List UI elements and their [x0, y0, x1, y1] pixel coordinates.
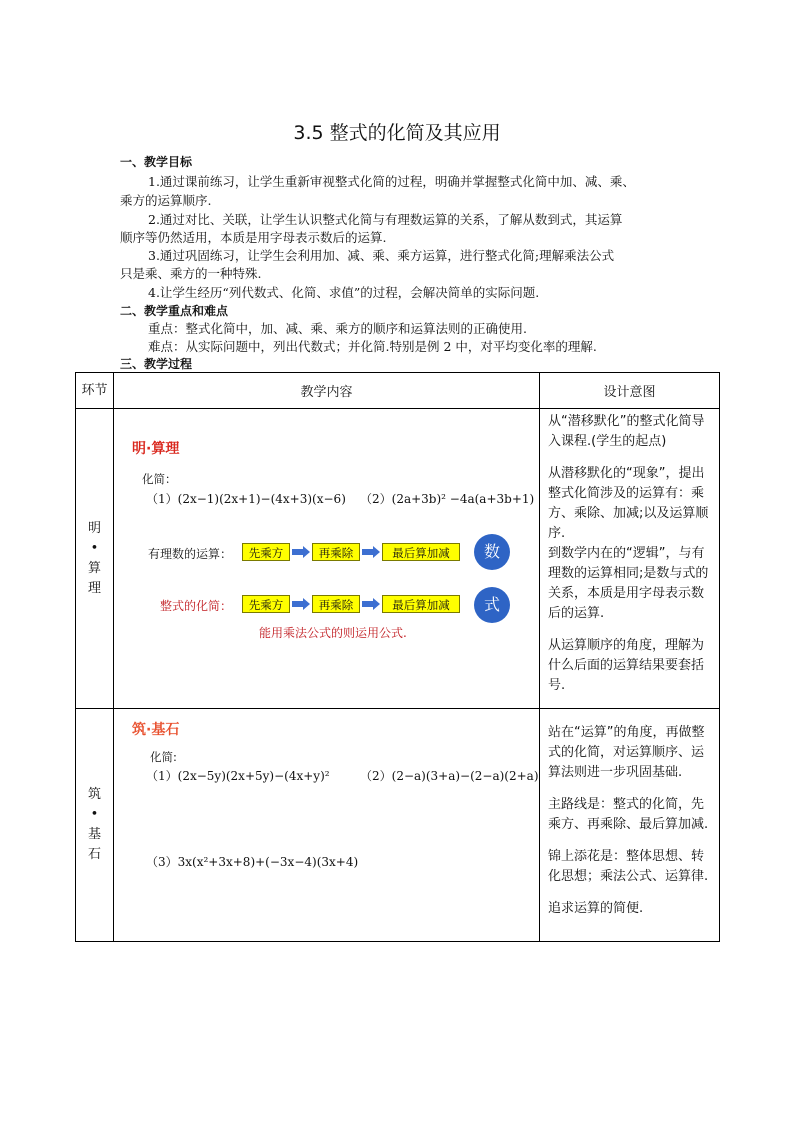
intent-2-1: 站在“运算”的角度，再做整式的化简，对运算顺序、运算法则进一步巩固基础. — [548, 725, 705, 780]
header-content: 教学内容 — [114, 373, 540, 409]
intent-1-1: 从“潜移默化”的整式化简导入课程.(学生的起点) — [548, 414, 705, 449]
problem-2-3: （3）3x(x²+3x+8)+(−3x−4)(3x+4) — [146, 855, 359, 869]
circle-number: 数 — [474, 534, 510, 570]
section-title-2: 筑·基石 — [132, 722, 180, 738]
stage-cell-1: 明 • 算 理 — [76, 409, 114, 709]
keypoints-difficulty: 难点：从实际问题中，列出代数式；并化简.特别是例 2 中，对平均变化率的理解. — [148, 339, 597, 354]
objective-line-7: 4.让学生经历“列代数式、化简、求值”的过程，会解决简单的实际问题. — [148, 285, 540, 300]
step-addsub-box-1: 最后算加减 — [382, 543, 460, 561]
problem-2-1: （1）(2x−5y)(2x+5y)−(4x+y)² — [146, 769, 330, 783]
objective-line-4: 顺序等仍然适用，本质是用字母表示数后的运算. — [120, 230, 387, 245]
intent-2-3: 锦上添花是：整体思想、转化思想；乘法公式、运算律. — [548, 849, 709, 884]
keypoints-heading: 二、教学重点和难点 — [120, 304, 229, 318]
objective-line-1: 1.通过课前练习，让学生重新审视整式化简的过程，明确并掌握整式化简中加、减、乘、 — [148, 174, 635, 189]
page-title: 3.5 整式的化简及其应用 — [293, 122, 501, 144]
section-title-1: 明·算理 — [132, 441, 180, 457]
intent-1-4: 从运算顺序的角度，理解为什么后面的运算结果要套括号. — [548, 638, 705, 693]
step-muldiv-box-1: 再乘除 — [312, 543, 360, 561]
formula-note: 能用乘法公式的则运用公式. — [259, 626, 407, 640]
header-intent: 设计意图 — [540, 373, 720, 409]
intent-1-2: 从潜移默化的“现象”，提出整式化简涉及的运算有：乘方、乘除、加减;以及运算顺序. — [548, 466, 709, 541]
arrow-right-icon — [292, 546, 310, 558]
simplify-label-2: 化简: — [150, 750, 177, 764]
arrow-right-icon — [362, 598, 380, 610]
intent-2-4: 追求运算的简便. — [548, 901, 644, 916]
objective-line-5: 3.通过巩固练习，让学生会利用加、减、乘、乘方运算，进行整式化简;理解乘法公式 — [148, 248, 615, 263]
intent-cell-2 — [540, 709, 720, 942]
objective-line-2: 乘方的运算顺序. — [120, 193, 212, 208]
flow-rational-label: 有理数的运算： — [148, 547, 233, 561]
step-power-box-1: 先乘方 — [242, 543, 290, 561]
intent-cell-1 — [540, 409, 720, 709]
intent-1-3: 到数学内在的“逻辑”，与有理数的运算相同;是数与式的关系，本质是用字母表示数后的运算. — [548, 546, 709, 621]
problem-2-2: （2）(2−a)(3+a)−(2−a)(2+a) — [360, 769, 539, 783]
teaching-process-table — [75, 372, 720, 942]
objective-line-6: 只是乘、乘方的一种特殊. — [120, 266, 262, 281]
intent-2-2: 主路线是：整式的化简，先乘方、再乘除、最后算加减. — [548, 797, 709, 832]
problem-1-1: （1）(2x−1)(2x+1)−(4x+3)(x−6) — [146, 492, 346, 506]
objectives-heading: 一、教学目标 — [120, 155, 193, 169]
process-heading: 三、教学过程 — [120, 357, 193, 371]
step-muldiv-box-2: 再乘除 — [312, 595, 360, 613]
stage-cell-2: 筑 • 基 石 — [76, 709, 114, 942]
circle-polynomial: 式 — [474, 587, 510, 623]
keypoints-focus: 重点：整式化简中，加、减、乘、乘方的顺序和运算法则的正确使用. — [148, 321, 527, 336]
header-stage: 环节 — [76, 373, 114, 409]
step-addsub-box-2: 最后算加减 — [382, 595, 460, 613]
content-cell-2 — [114, 709, 540, 942]
arrow-right-icon — [292, 598, 310, 610]
problem-1-2: （2）(2a+3b)² −4a(a+3b+1) — [360, 492, 535, 506]
content-cell-1 — [114, 409, 540, 709]
flow-poly-label: 整式的化简： — [160, 599, 233, 613]
simplify-label-1: 化简： — [142, 472, 177, 486]
step-power-box-2: 先乘方 — [242, 595, 290, 613]
objective-line-3: 2.通过对比、关联，让学生认识整式化简与有理数运算的关系，了解从数到式，其运算 — [148, 212, 623, 227]
arrow-right-icon — [362, 546, 380, 558]
